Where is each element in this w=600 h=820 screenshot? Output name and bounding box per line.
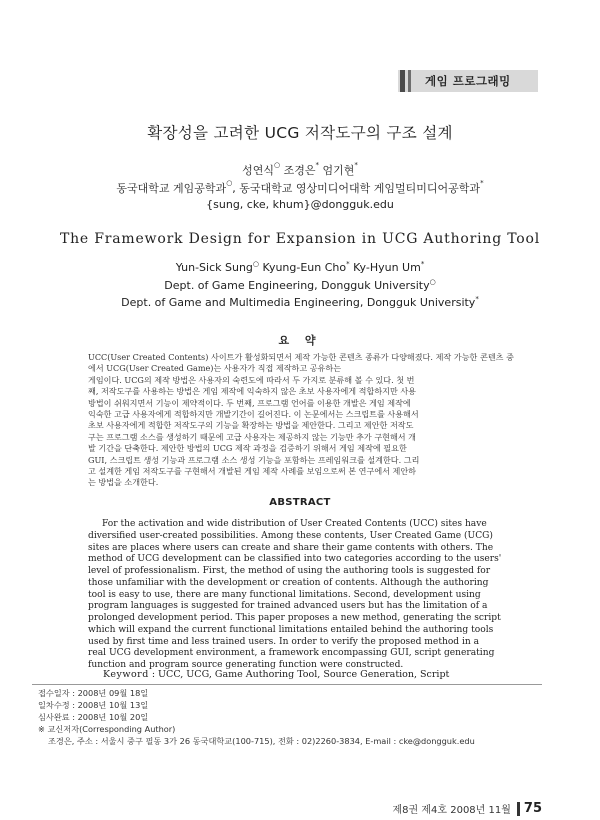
journal-issue: 제8권 제4호 2008년 11월 bbox=[392, 805, 511, 816]
authors-english bbox=[40, 261, 560, 274]
author-mark: * bbox=[346, 260, 350, 268]
abstract-korean bbox=[88, 352, 514, 489]
author-mark: * bbox=[354, 161, 358, 169]
corresponding-author-note: ※ 교신저자(Corresponding Author) bbox=[38, 724, 176, 734]
abstract-line: used by first time and less trained users. In order to verify the proposed method in a bbox=[88, 636, 480, 647]
abstract-line: UCC(User Created Contents) 사이트가 활성화되면서 제작 가능한 콘텐츠 종류가 다양해졌다. 제작 가능한 콘텐츠 중에서 UCG(User Created Game)는 사용자가 직접 제작하고 공유하는 bbox=[88, 352, 514, 374]
affiliation-line: Dept. of Game Engineering, Dongguk University bbox=[164, 279, 430, 292]
abstract-line: those unfamiliar with the development or creation of contents. Although the authoring bbox=[88, 577, 489, 588]
affiliation-mark: ○ bbox=[429, 278, 436, 286]
footer-separator bbox=[517, 802, 520, 816]
affiliation-part: , 동국대학교 영상미디어대학 게임멀티미디어공학과 bbox=[232, 182, 481, 195]
page-footer bbox=[393, 801, 543, 816]
author-name: 성연식 bbox=[242, 164, 275, 177]
abstract-line: real UCG development environment, a framework encompassing GUI, script generating bbox=[88, 648, 495, 659]
author-mark: * bbox=[315, 161, 319, 169]
abstract-line: 방법이 쉬워지면서 기능이 제약적이다. 두 번째, 프로그램 언어를 이용한 개발은 게임 제작에 bbox=[88, 397, 411, 408]
keywords bbox=[103, 669, 449, 680]
abstract-line: For the activation and wide distribution of User Created Contents (UCC) sites have bbox=[102, 519, 487, 529]
author-mark: * bbox=[420, 260, 425, 268]
affiliation-part: 동국대학교 게임공학과 bbox=[116, 182, 227, 195]
tag-bar bbox=[400, 70, 405, 92]
author-mark: ○ bbox=[252, 260, 260, 268]
abstract-line: diversified user-created possibilities. Among these contents, User Created Game (UCG) bbox=[88, 530, 493, 541]
abstract-line: 째, 저작도구를 사용하는 방법은 게임 제작에 익숙하지 않은 초보 사용자에게 적합하지만 사용 bbox=[88, 386, 416, 397]
abstract-english-heading: ABSTRACT bbox=[269, 497, 331, 508]
abstract-line: 게임이다. UCG의 제작 방법은 사용자의 숙련도에 따라서 두 가지로 분류해 볼 수 있다. 첫 번 bbox=[88, 374, 415, 385]
author-name: Kyung-Eun Cho bbox=[259, 261, 347, 274]
section-tag bbox=[398, 70, 538, 92]
abstract-line: tool is easy to use, there are many functional limitations. Second, development using bbox=[88, 589, 481, 600]
section-tag-label: 게임 프로그래밍 bbox=[425, 74, 511, 88]
abstract-line: sites are places where users can create and share their game contents with others. The bbox=[88, 542, 494, 553]
affiliation-english-2 bbox=[40, 296, 560, 309]
author-name: Ky-Hyun Um bbox=[349, 261, 421, 274]
abstract-line: 고 설계한 게임 저작도구를 구현해서 개발된 게임 제작 사례를 보임으로써 본 연구에서 제안하 bbox=[88, 466, 416, 477]
author-name: Yun-Sick Sung bbox=[175, 261, 253, 274]
abstract-line: method of UCG development can be classified into two categories according to the users' bbox=[88, 554, 502, 565]
received-date: 접수일자 : 2008년 09월 18일 bbox=[38, 688, 149, 698]
affiliation-mark: * bbox=[475, 295, 479, 303]
footnote-divider bbox=[32, 684, 542, 685]
author-email: {sung, cke, khum}@dongguk.edu bbox=[206, 198, 394, 211]
abstract-english bbox=[88, 519, 516, 672]
title-english: The Framework Design for Expansion in UCG Authoring Tool bbox=[59, 231, 541, 247]
corresponding-author-contact: 조경은, 주소 : 서울시 중구 필동 3가 26 동국대학교(100-715), 전화 : 02)2260-3834, E-mail : cke@dongguk.edu bbox=[48, 736, 475, 746]
revised-date: 일차수정 : 2008년 10월 13일 bbox=[38, 700, 149, 710]
affiliation-line: Dept. of Game and Multimedia Engineering, Dongguk University bbox=[121, 296, 476, 309]
section-tag-bars bbox=[400, 70, 411, 92]
title-korean: 확장성을 고려한 UCG 저작도구의 구조 설계 bbox=[147, 124, 453, 142]
page-number: 75 bbox=[523, 801, 542, 816]
keyword-list: : UCC, UCG, Game Authoring Tool, Source Generation, Script bbox=[148, 669, 450, 680]
author-name: 조경은 bbox=[280, 164, 316, 177]
abstract-line: function and program source generating function were constructed. bbox=[88, 660, 404, 670]
accepted-date: 심사완료 : 2008년 10월 20일 bbox=[38, 712, 149, 722]
abstract-line: 익숙한 고급 사용자에게 적합하지만 개발기간이 길어진다. 이 논문에서는 스크립트를 사용해서 bbox=[88, 409, 419, 420]
affiliation-mark: * bbox=[480, 179, 484, 187]
abstract-line: 발 기간을 단축한다. 제안한 방법의 UCG 제작 과정을 검증하기 위해서 게임 제작에 필요한 bbox=[88, 443, 407, 454]
abstract-line: which will expand the current functional limitations entailed behind the authoring tools bbox=[88, 624, 494, 635]
abstract-line: GUI, 스크립트 생성 기능과 프로그램 소스 생성 기능을 포함하는 프레임워크를 설계한다. 그리 bbox=[88, 454, 420, 465]
abstract-line: 는 방법을 소개한다. bbox=[88, 477, 159, 488]
abstract-line: 초보 사용자에게 적합한 저작도구의 기능을 확장하는 방법을 제안한다. 그리고 제안한 저작도 bbox=[88, 420, 414, 431]
tag-bar bbox=[408, 70, 411, 92]
affiliation-korean bbox=[40, 180, 560, 196]
author-mark: ○ bbox=[274, 161, 281, 169]
affiliation-mark: ○ bbox=[226, 179, 233, 187]
author-name: 엄기현 bbox=[319, 164, 355, 177]
abstract-line: program languages is suggested for trained advanced users but has the limitation of a bbox=[88, 601, 488, 612]
affiliation-english-1 bbox=[40, 279, 560, 292]
abstract-line: level of professionalism. First, the method of using the authoring tools is suggested for bbox=[88, 566, 491, 576]
authors-korean bbox=[40, 162, 560, 178]
abstract-korean-heading: 요 약 bbox=[278, 334, 322, 347]
abstract-line: prolonged development period. This paper proposes a new method, generating the script bbox=[88, 613, 501, 623]
abstract-line: 구는 프로그램 소스를 생성하기 때문에 고급 사용자는 제공하지 않는 기능만 추가 구현해서 개 bbox=[88, 431, 416, 442]
keyword-label: Keyword bbox=[103, 669, 149, 680]
